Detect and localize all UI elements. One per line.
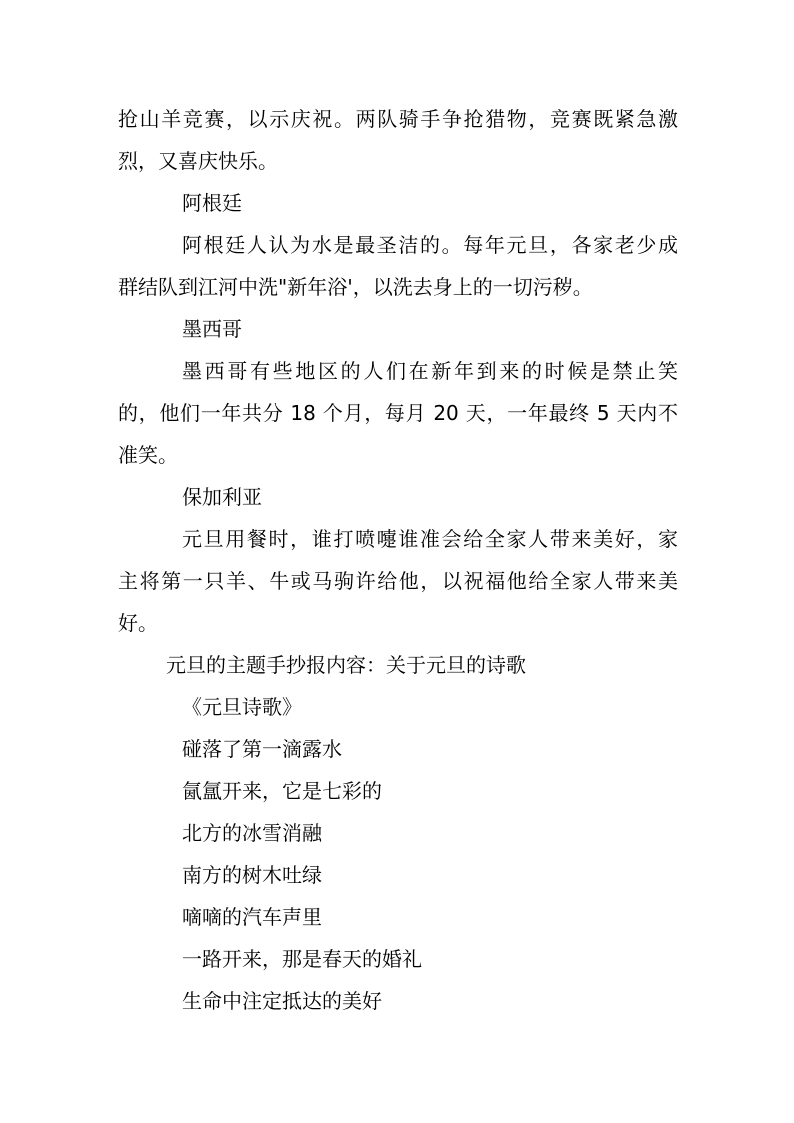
- poem-title: 《元旦诗歌》: [182, 695, 302, 719]
- poem-line: 南方的树木吐绿: [182, 863, 322, 887]
- paragraph-line: 好。: [118, 611, 158, 635]
- paragraph-line: 烈，又喜庆快乐。: [118, 149, 278, 173]
- paragraph-line: 准笑。: [118, 443, 178, 467]
- poem-line: 生命中注定抵达的美好: [182, 989, 382, 1013]
- paragraph-line: 的，他们一年共分 18 个月，每月 20 天，一年最终 5 天内不: [118, 401, 678, 425]
- poem-line: 北方的冰雪消融: [182, 821, 322, 845]
- country-heading: 墨西哥: [182, 317, 242, 341]
- country-heading: 阿根廷: [182, 191, 242, 215]
- paragraph-line: 抢山羊竞赛，以示庆祝。两队骑手争抢猎物，竞赛既紧急激: [118, 107, 678, 131]
- poem-line: 嘀嘀的汽车声里: [182, 905, 322, 929]
- paragraph-line: 墨西哥有些地区的人们在新年到来的时候是禁止笑: [182, 359, 678, 383]
- paragraph-line: 主将第一只羊、牛或马驹许给他，以祝福他给全家人带来美: [118, 569, 678, 593]
- paragraph-line: 元旦用餐时，谁打喷嚏谁准会给全家人带来美好，家: [182, 527, 678, 551]
- paragraph-line: 群结队到江河中洗"新年浴'，以洗去身上的一切污秽。: [118, 275, 593, 299]
- poem-line: 碰落了第一滴露水: [182, 737, 342, 761]
- poem-line: 一路开来，那是春天的婚礼: [182, 947, 422, 971]
- poem-line: 氤氲开来，它是七彩的: [182, 779, 382, 803]
- country-heading: 保加利亚: [182, 485, 262, 509]
- paragraph-line: 阿根廷人认为水是最圣洁的。每年元旦，各家老少成: [182, 233, 678, 257]
- section-heading: 元旦的主题手抄报内容：关于元旦的诗歌: [166, 653, 526, 677]
